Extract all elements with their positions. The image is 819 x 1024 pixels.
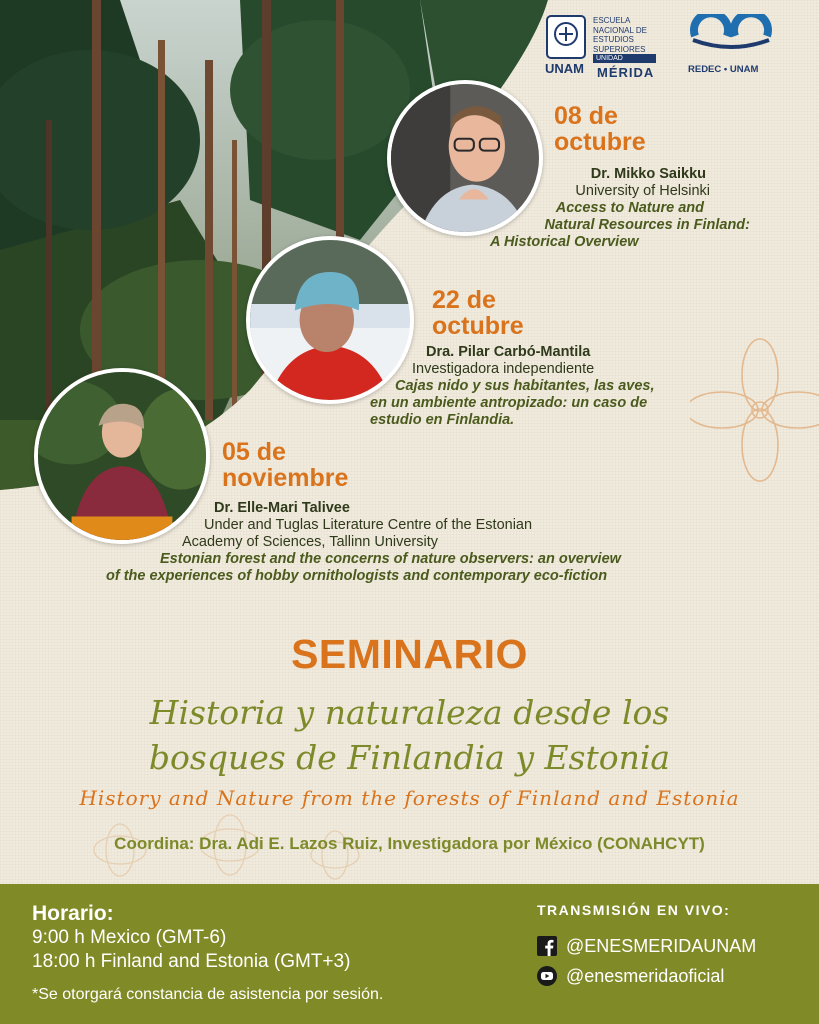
session-info — [470, 166, 760, 251]
session-info — [106, 500, 760, 585]
redec-label: REDEC • UNAM — [688, 64, 759, 75]
stream-heading: TRANSMISIÓN EN VIVO: — [537, 902, 731, 918]
youtube-handle[interactable]: @enesmeridaoficial — [566, 965, 725, 986]
talk-title: of the experiences of hobby ornithologists and contemporary eco-fiction — [106, 568, 608, 584]
youtube-icon — [537, 966, 557, 986]
date-month: noviembre — [222, 464, 349, 492]
coordinator: Coordina: Dra. Adi E. Lazos Ruiz, Investigadora por México (CONAHCYT) — [114, 834, 705, 853]
session-date — [432, 287, 524, 339]
seminar-title-es — [0, 690, 819, 780]
speaker-name: Dr. Elle-Mari Talivee — [214, 500, 350, 516]
schedule-mexico: 9:00 h Mexico (GMT-6) — [32, 927, 227, 948]
merida-label: MÉRIDA — [597, 65, 655, 80]
enes-line: ESTUDIOS — [593, 35, 634, 44]
speaker-name: Dra. Pilar Carbó-Mantila — [426, 344, 591, 360]
facebook-icon — [537, 936, 557, 956]
session-date — [222, 439, 348, 491]
facebook-link[interactable] — [537, 934, 756, 958]
speaker-affiliation: Under and Tuglas Literature Centre of the Estonian — [204, 517, 533, 533]
schedule-finland: 18:00 h Finland and Estonia (GMT+3) — [32, 951, 351, 972]
unam-seal-icon — [545, 14, 587, 60]
date-month: octubre — [432, 312, 524, 340]
attendance-note: *Se otorgará constancia de asistencia por sesión. — [32, 986, 384, 1003]
logo-bar — [545, 14, 805, 84]
talk-title: Access to Nature and — [555, 200, 704, 216]
enes-line: NACIONAL DE — [593, 25, 647, 35]
talk-title: estudio en Finlandia. — [370, 412, 515, 428]
seminar-title-en: History and Nature from the forests of Finland and Estonia — [79, 786, 740, 810]
talk-title: Natural Resources in Finland: — [544, 217, 750, 233]
speaker-affiliation: Academy of Sciences, Tallinn University — [182, 534, 439, 550]
enes-line: SUPERIORES — [593, 44, 646, 54]
youtube-link[interactable] — [537, 964, 724, 988]
footer-bar — [0, 884, 819, 1024]
speaker-name: Dr. Mikko Saikku — [590, 166, 706, 182]
date-month: octubre — [554, 128, 646, 156]
enes-line: ESCUELA — [593, 16, 631, 25]
seminar-label: SEMINARIO — [291, 631, 528, 677]
talk-title: A Historical Overview — [490, 234, 639, 250]
title-line: Historia y naturaleza desde los — [149, 693, 670, 732]
date-day: 08 de — [554, 102, 618, 130]
date-day: 05 de — [222, 438, 286, 466]
talk-title: Estonian forest and the concerns of nature observers: an overview — [160, 551, 621, 567]
date-day: 22 de — [432, 286, 496, 314]
talk-title: en un ambiente antropizado: un caso de — [370, 395, 648, 411]
speaker-affiliation: University of Helsinki — [575, 183, 710, 199]
session-info — [370, 344, 730, 429]
facebook-handle[interactable]: @ENESMERIDAUNAM — [566, 935, 757, 956]
schedule-heading: Horario: — [32, 902, 114, 925]
unam-label: UNAM — [545, 61, 584, 76]
redec-logo-icon — [687, 14, 775, 58]
speaker-affiliation: Investigadora independiente — [412, 361, 595, 377]
talk-title: Cajas nido y sus habitantes, las aves, — [395, 378, 655, 394]
session-date — [554, 103, 646, 155]
enes-name — [593, 16, 647, 54]
unidad-label: UNIDAD — [593, 54, 656, 63]
title-line: bosques de Finlandia y Estonia — [148, 738, 671, 777]
